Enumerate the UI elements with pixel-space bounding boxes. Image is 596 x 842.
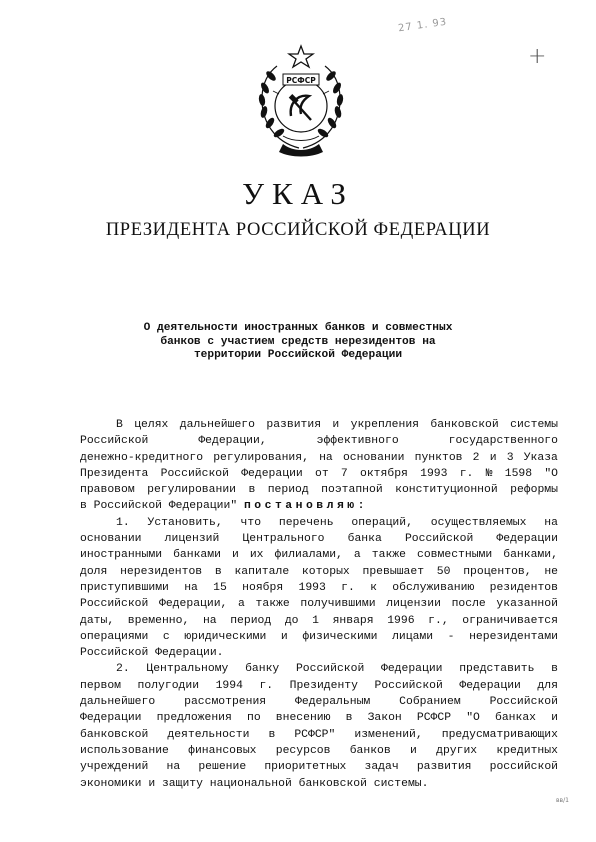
body-line — [80, 466, 558, 482]
body-word: национальной — [209, 777, 292, 790]
body-line — [80, 531, 558, 547]
body-word: Российской — [489, 696, 558, 709]
body-word: системы — [510, 419, 558, 431]
body-word: резидентов — [489, 581, 558, 594]
heading-line: территории Российской Федерации — [193, 349, 403, 361]
body-word: представить — [459, 663, 535, 676]
emblem-text: РСФСР — [286, 76, 316, 85]
body-word: с — [162, 630, 170, 643]
body-word: развития — [416, 761, 472, 774]
body-word: поэтапной — [321, 484, 383, 497]
body-word: внесению — [275, 712, 331, 725]
body-word: Центрального — [242, 533, 325, 546]
body-word: системы. — [373, 777, 429, 790]
body-word: 2 — [472, 451, 480, 464]
body-word: 1994 — [215, 679, 243, 692]
body-word: российской — [489, 761, 558, 774]
body-word: 50 — [436, 565, 451, 578]
body-word: 1996 — [387, 614, 415, 627]
body-word: основании — [342, 451, 405, 464]
body-word: целях — [134, 419, 169, 431]
body-line — [80, 547, 558, 563]
body-word: 7 — [340, 467, 348, 480]
body-word: укрепления — [350, 419, 419, 431]
body-word: и — [410, 744, 417, 757]
body-word: пунктов — [414, 451, 463, 464]
body-word: банках — [494, 712, 536, 725]
body-word: Российской — [160, 467, 229, 480]
body-word: в — [214, 565, 222, 578]
body-word: в — [248, 484, 256, 497]
body-word: от — [315, 467, 329, 480]
body-word: и — [489, 451, 497, 464]
body-word: их — [249, 549, 264, 562]
body-word: в — [268, 728, 276, 741]
body-word: и — [280, 630, 288, 643]
body-word: лицензий — [164, 533, 220, 546]
body-word: нерезидентами — [469, 630, 558, 643]
body-word: учреждений — [80, 761, 149, 774]
body-word: иностранными — [80, 549, 163, 562]
body-word: капитале — [234, 565, 290, 578]
decree-verb: постановляю: — [243, 500, 368, 513]
body-word: дальнейшего — [179, 419, 255, 431]
body-word: решение — [198, 761, 247, 774]
body-word: полугодии — [137, 679, 200, 692]
body-word: конституционной — [395, 484, 498, 497]
body-word: а — [238, 598, 245, 611]
body-word: Российской — [374, 679, 443, 692]
body-word: защиту — [161, 777, 203, 790]
handwritten-cross-mark: + — [528, 44, 547, 69]
body-word: первом — [80, 679, 122, 692]
body-word: указанной — [496, 598, 558, 611]
body-line — [80, 613, 558, 629]
body-word: Федерации — [381, 663, 443, 676]
body-word: на — [202, 614, 217, 627]
body-word: банка — [347, 533, 382, 546]
body-word: января — [332, 614, 374, 627]
body-word: рассмотрения — [184, 696, 267, 709]
body-word: кредитных — [496, 744, 558, 757]
body-line — [80, 450, 558, 466]
body-word: лицензии — [386, 598, 441, 611]
body-word: дальнейшего — [80, 696, 156, 709]
body-line — [80, 564, 558, 580]
body-word: и — [332, 419, 340, 431]
body-word: г. — [341, 581, 355, 594]
body-word: г. — [459, 467, 474, 480]
body-word: Российской — [80, 435, 149, 448]
body-word: Федерации — [459, 679, 521, 692]
body-word: осуществляемых — [430, 516, 527, 529]
body-word: Федерации" — [168, 500, 238, 513]
body-word: операций, — [351, 516, 413, 529]
body-word: на — [544, 516, 558, 529]
body-word: 1 — [312, 614, 319, 627]
body-word: Указа — [523, 451, 558, 464]
decree-heading — [60, 322, 536, 363]
body-word: на — [319, 451, 333, 464]
body-word: в — [551, 663, 558, 676]
body-word: ограничивается — [462, 614, 558, 627]
body-word: в — [80, 500, 87, 513]
body-word: и — [148, 777, 156, 790]
body-word: после — [451, 598, 486, 611]
decree-body — [80, 417, 558, 792]
body-word: предусматривающих — [441, 728, 558, 741]
document-subtitle: ПРЕЗИДЕНТА РОССИЙСКОЙ ФЕДЕРАЦИИ — [105, 220, 491, 240]
heading-line: банков с участием средств нерезидентов на — [160, 335, 436, 348]
body-word: предложения — [156, 712, 232, 725]
body-word: к — [370, 581, 377, 594]
body-word: на — [166, 761, 181, 774]
body-word: приоритетных — [264, 761, 347, 774]
body-word: развития — [266, 419, 322, 431]
body-word: РСФСР" — [294, 728, 336, 741]
body-word: Установить, — [147, 516, 223, 529]
body-word: государственного — [448, 435, 558, 448]
body-word: Собранием — [399, 696, 461, 709]
body-word: 1993 — [420, 467, 448, 480]
body-word: также — [255, 598, 290, 611]
body-word: - — [447, 630, 455, 643]
body-word: Президенту — [289, 679, 358, 692]
body-word: г., — [428, 614, 449, 627]
body-word: Федерации — [241, 467, 303, 480]
body-word: Федерации — [496, 533, 558, 546]
page-mark: вв/1 — [556, 797, 569, 804]
body-word: Российской — [295, 663, 365, 676]
body-word: октября — [360, 467, 408, 480]
body-word: ресурсов — [275, 744, 331, 757]
body-word: которых — [301, 565, 350, 578]
body-word: Закон — [367, 712, 402, 725]
body-word: Российской — [80, 598, 149, 611]
body-line — [80, 482, 558, 498]
body-word: банковской — [298, 777, 367, 790]
body-word: денежно-кредитного — [80, 451, 204, 464]
body-line — [80, 727, 558, 743]
body-word: г. — [259, 679, 274, 692]
body-line — [80, 678, 558, 694]
body-word: Федерации — [80, 712, 142, 725]
body-word: 1993 — [298, 581, 326, 594]
body-word: лицами — [392, 630, 434, 643]
body-word: Президента — [80, 467, 149, 480]
body-word: Федерации. — [155, 647, 224, 660]
body-word: для — [537, 679, 558, 692]
body-word: период — [267, 484, 309, 497]
body-word: изменений, — [354, 728, 423, 741]
body-word: 2. — [116, 663, 130, 676]
coat-of-arms-icon — [253, 44, 349, 160]
body-word: задач — [364, 761, 399, 774]
body-line — [80, 645, 558, 661]
body-word: и — [231, 549, 239, 562]
body-line — [80, 759, 558, 775]
body-word: Федерации, — [159, 598, 228, 611]
body-line — [80, 661, 558, 677]
body-line — [80, 417, 558, 433]
body-word: основании — [80, 533, 142, 546]
body-word: других — [436, 744, 478, 757]
body-line — [80, 694, 558, 710]
body-line — [80, 596, 558, 612]
body-word: Федерации, — [198, 435, 267, 448]
body-word: обслуживанию — [392, 581, 475, 594]
heading-line: О деятельности иностранных банков и совместных — [143, 322, 453, 334]
body-word: 1. — [116, 516, 130, 529]
body-word: банковской — [80, 728, 149, 741]
body-word: банку — [245, 663, 280, 676]
body-word: филиалами, — [274, 549, 343, 562]
body-word: эффективного — [316, 435, 399, 448]
body-line — [80, 776, 558, 792]
body-line — [80, 629, 558, 645]
body-line — [80, 743, 558, 759]
body-word: операциями — [80, 630, 149, 643]
body-word: доля — [80, 565, 108, 578]
body-line — [80, 580, 558, 596]
body-word: № — [485, 467, 493, 480]
body-word: банками, — [503, 549, 558, 562]
body-word: правовом — [80, 484, 135, 497]
document-title: УКАЗ — [242, 176, 354, 211]
body-line — [80, 710, 558, 726]
body-word: приступившими — [80, 581, 169, 594]
body-word: временно, — [127, 614, 190, 627]
body-word: финансовых — [188, 744, 257, 757]
body-word: по — [246, 712, 261, 725]
body-word: физическими — [302, 630, 378, 643]
body-word: нерезидентов — [120, 565, 203, 578]
body-word: Российской — [80, 647, 149, 660]
body-word: банками — [173, 549, 221, 562]
body-word: Российской — [93, 500, 162, 513]
body-word: до — [284, 614, 299, 627]
body-word: и — [551, 712, 558, 725]
body-word: реформы — [510, 484, 558, 497]
body-word: Российской — [404, 533, 474, 546]
body-line — [80, 515, 558, 531]
body-word: в — [345, 712, 353, 725]
body-word: даты, — [80, 614, 115, 627]
body-word: совместными — [417, 549, 493, 562]
body-word: а — [353, 549, 361, 562]
body-word: экономики — [80, 777, 142, 790]
handwritten-mark: 27 1. 93 — [397, 16, 448, 35]
body-word: юридическими — [184, 630, 267, 643]
body-word: регулирования, — [213, 451, 309, 464]
body-word: Федеральным — [295, 696, 371, 709]
body-line — [80, 433, 558, 449]
body-word: период — [230, 614, 272, 627]
body-word: ноября — [242, 581, 284, 594]
body-word: банковской — [430, 419, 499, 431]
body-word: получившими — [300, 598, 376, 611]
body-word: РСФСР — [416, 712, 452, 725]
body-word: 3 — [506, 451, 514, 464]
body-word: не — [544, 565, 558, 578]
body-word: что — [240, 516, 262, 529]
body-word: "О — [466, 712, 480, 725]
body-word: превышает — [362, 565, 425, 578]
body-word: банков — [349, 744, 391, 757]
body-line — [80, 498, 558, 514]
body-word: 15 — [213, 581, 227, 594]
body-word: деятельности — [167, 728, 250, 741]
body-word: 1598 — [504, 467, 533, 480]
body-word: также — [371, 549, 406, 562]
body-word: процентов, — [463, 565, 532, 578]
body-word: "О — [544, 467, 558, 480]
body-word: В — [116, 419, 123, 431]
body-word: перечень — [278, 516, 334, 529]
body-word: на — [184, 581, 198, 594]
body-word: регулировании — [147, 484, 236, 497]
body-word: использование — [80, 744, 169, 757]
body-word: Центральному — [146, 663, 229, 676]
